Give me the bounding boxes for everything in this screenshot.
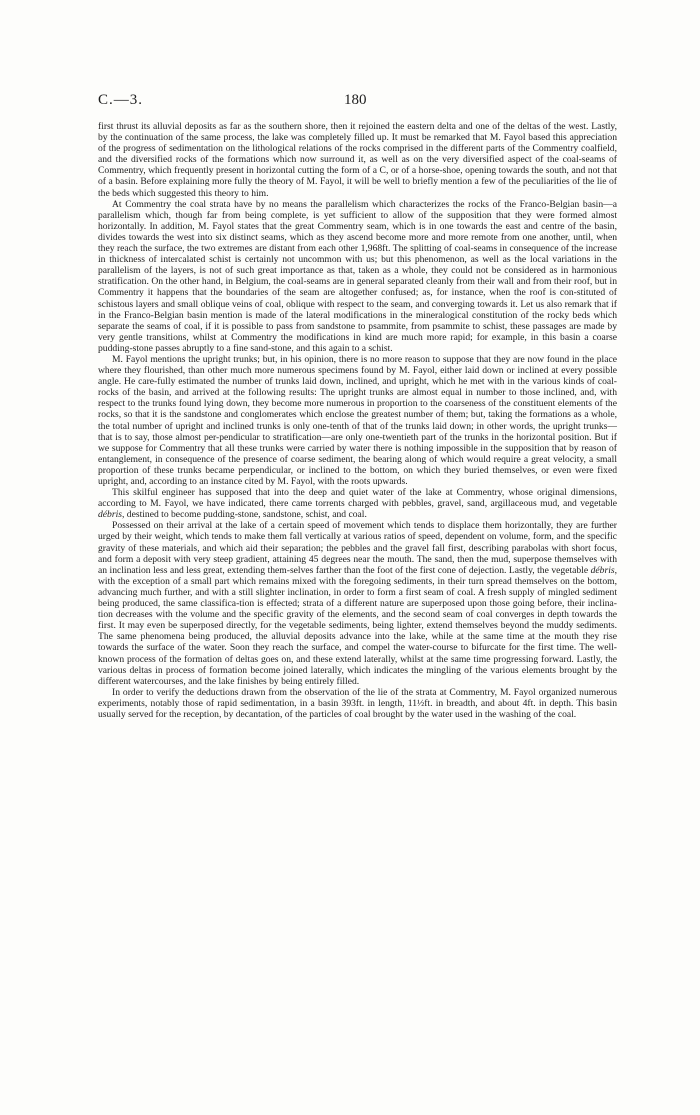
paragraph: In order to verify the deductions drawn from the observation of the lie of the strata at Commentry, M. Fayol organized numerous experiments, notably those of rapid sedimentation, in a basin 393ft. in length, 11½ft. in breadth, and about 4ft. in depth. This basin usually served for the reception, by decantation, of the particles of coal brought by the water used in the washing of the coal. xyxy=(98,686,617,720)
paragraph: This skilful engineer has supposed that into the deep and quiet water of the lake at Commentry, whose original dimensions, according to M. Fayol, we have indicated, there came torrents charged with pebbles, gravel, sand, argillaceous mud, and vegetable débris, destined to become pudding-stone, sandstone, schist, and coal. xyxy=(98,487,617,521)
paragraph: At Commentry the coal strata have by no means the parallelism which characterizes the rocks of the Franco-Belgian basin—a parallelism which, though far from being complete, is yet sufficient to allow of the supposition that they were formed almost horizontally. In addition, M. Fayol states that the great Commentry seam, which is in one towards the east and centre of the basin, divides towards the west into six distinct seams, which as they ascend become more and more remote from one another, until, when they reach the surface, the two extremes are distant from each other 1,968ft. The splitting of coal-seams in consequence of the increase in thickness of intercalated schist is certainly not uncommon with us; but this phenomenon, as well as the local variations in the parallelism of the layers, is not of such great importance as that, taken as a whole, they could not be considered as in harmonious stratification. On the other hand, in Belgium, the coal-seams are in general separated cleanly from their wall and from their roof, but in Commentry it happens that the boundaries of the seam are altogether confused; as, for instance, when the roof is con-stituted of schistous layers and small oblique veins of coal, oblique with respect to the seam, and converging towards it. Let us also remark that if in the Franco-Belgian basin mention is made of the lateral modifications in the mineralogical constitution of the rocky beds which separate the seams of coal, if it is possible to pass from sandstone to psammite, from psammite to schist, these passages are made by very gentle transitions, whilst at Commentry the modifications in kind are much more rapid; for example, in this basin a coarse pudding-stone passes abruptly to a fine sand-stone, and this again to a schist. xyxy=(98,198,617,354)
page-number: 180 xyxy=(344,92,367,108)
body-text xyxy=(98,121,617,720)
paragraph: M. Fayol mentions the upright trunks; but, in his opinion, there is no more reason to suppose that they are now found in the place where they flourished, than other much more numerous specimens found by M. Fayol, either laid down or inclined at every possible angle. He care-fully estimated the number of trunks laid down, inclined, and upright, which he met with in the various kinds of coal-rocks of the basin, and arrived at the following results: The upright trunks are almost equal in number to those inclined, and, with respect to the trunks found lying down, they become more numerous in proportion to the coarseness of the constituent elements of the rocks, so that it is the sandstone and conglomerates which enclose the greatest number of them; but, taking the formations as a whole, the total number of upright and inclined trunks is only one-tenth of that of the trunks laid down; in other words, the upright trunks—that is to say, those almost per-pendicular to stratification—are only one-twentieth part of the trunks in the horizontal position. But if we suppose for Commentry that all these trunks were carried by water there is nothing impossible in the supposition that by reason of entanglement, in consequence of the presence of coarse sediment, the bearing along of which would require a great velocity, a small proportion of these trunks became perpendicular, or inclined to the bottom, on which they buried themselves, or even were fixed upright, and, according to an instance cited by M. Fayol, with the roots upwards. xyxy=(98,353,617,487)
paragraph: Possessed on their arrival at the lake of a certain speed of movement which tends to displace them horizontally, they are further urged by their weight, which tends to make them fall vertically at various ratios of speed, dependent on volume, form, and the specific gravity of these materials, and which aid their separation; the pebbles and the gravel fall first, describing parabolas with short focus, and form a deposit with very steep gradient, attaining 45 degrees near the mouth. The sand, then the mud, superpose themselves with an inclination less and less great, extending them-selves farther than the foot of the first cone of dejection. Lastly, the vegetable débris, with the exception of a small part which remains mixed with the foregoing sediments, in their turn spread themselves on the bottom, advancing much further, and with a still slighter inclination, in order to form a first seam of coal. A fresh supply of mingled sediment being produced, the same classifica-tion is effected; strata of a different nature are superposed upon those going before, their inclina-tion decreases with the volume and the specific gravity of the elements, and the second seam of coal converges in depth towards the first. It may even be superposed directly, for the vegetable sediments, being lighter, extend themselves beyond the muddy sediments. The same phenomena being produced, the alluvial deposits advance into the lake, while at the same time at the mouth they rise towards the surface of the water. Soon they reach the surface, and compel the water-course to bifurcate for the first time. The well-known process of the formation of deltas goes on, and these extend laterally, whilst at the same time progressing forward. Lastly, the various deltas in process of formation become joined laterally, which indicates the mingling of the various elements brought by the different watercourses, and the lake finishes by being entirely filled. xyxy=(98,520,617,687)
page-header xyxy=(98,92,618,116)
paragraph: first thrust its alluvial deposits as far as the southern shore, then it rejoined the eastern delta and one of the deltas of the west. Lastly, by the continuation of the same process, the lake was completely filled up. It must be remarked that M. Fayol based this appreciation of the progress of sedimentation on the lithological relations of the rocks comprised in the different parts of the Commentry coalfield, and the diversified rocks of the formations which now surround it, as well as on the very diversified aspect of the coal-seams of Commentry, which frequently present in horizontal cutting the form of a C, or of a horse-shoe, opening towards the south, and not that of a basin. Before explaining more fully the theory of M. Fayol, it will be well to briefly mention a few of the peculiarities of the lie of the beds which suggested this theory to him. xyxy=(98,121,617,199)
section-reference: C.—3. xyxy=(98,92,144,108)
